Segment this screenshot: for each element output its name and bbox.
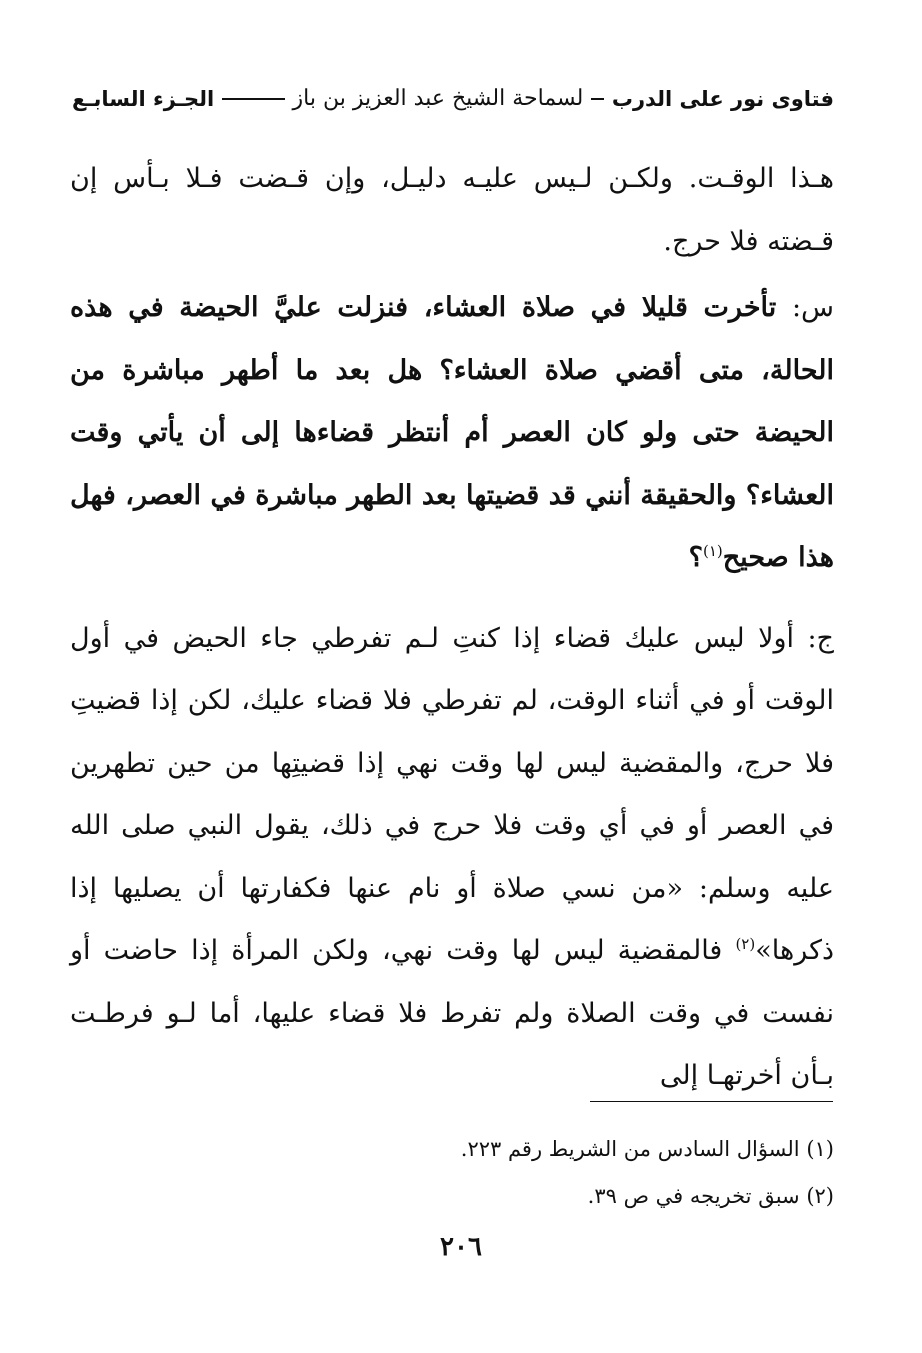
question-mark: ؟ [688,542,703,573]
continuation-text: هـذا الوقـت. ولكـن لـيس عليـه دليـل، وإن قـضت فـلا بـأس إن قـضته فلا حرج. [70,163,834,257]
header-rule [222,98,284,100]
continuation-paragraph [70,148,834,273]
page-body [70,148,834,1108]
footnote-2: (٢) سبق تخريجه في ص ٣٩. [587,1184,834,1208]
question-text: تأخرت قليلا في صلاة العشاء، فنزلت عليَّ الحيضة في هذه الحالة، متى أقضي صلاة العشاء؟ هل بعد ما أطهر مباشرة من الحيضة حتى ولو كان العصر أم أنتظر قضاءها إلى أن يأتي وقت العشاء؟ والحقيقة أنني قد قضيتها بعد الطهر مباشرة في العصر، فهل هذا صحيح [70,292,834,573]
question-paragraph [70,277,834,590]
footnote-1: (١) السؤال السادس من الشريط رقم ٢٢٣. [460,1137,834,1161]
page-number: ٢٠٦ [440,1232,482,1262]
answer-text-part2: فالمقضية ليس لها وقت نهي، ولكن المرأة إذا حاضت أو نفست في وقت الصلاة ولم تفرط فلا قضاء عليها، أما لـو فرطـت بـأن أخرتهـا إلى [70,935,834,1091]
book-title: فتاوى نور على الدرب [611,86,834,111]
answer-label: ج: [807,622,834,654]
answer-text-part1: أولا ليس عليك قضاء إذا كنتِ لـم تفرطي جاء الحيض في أول الوقت أو في أثناء الوقت، لم تفرطي فلا قضاء عليك، لكن إذا قضيتِ فلا حرج، والمقضية ليس لها وقت نهي إذا قضيتِها من حين تطهرين في العصر أو في أي وقت فلا حرج في ذلك، يقول النبي صلى الله عليه وسلم: «من نسي صلاة أو نام عنها فكفارتها أن يصليها إذا ذكرها» [70,622,834,966]
footnote-ref-1: (١) [702,542,723,560]
footnote-separator [590,1101,833,1102]
footnotes [300,1126,834,1220]
answer-paragraph [70,608,834,1108]
part-label: الجـزء السابـع [72,86,215,111]
question-label: س: [791,292,834,323]
footnote-ref-2: (٢) [735,935,756,953]
running-header [72,86,834,111]
header-dash [591,98,603,100]
author-name: لسماحة الشيخ عبد العزيز بن باز [292,86,584,111]
